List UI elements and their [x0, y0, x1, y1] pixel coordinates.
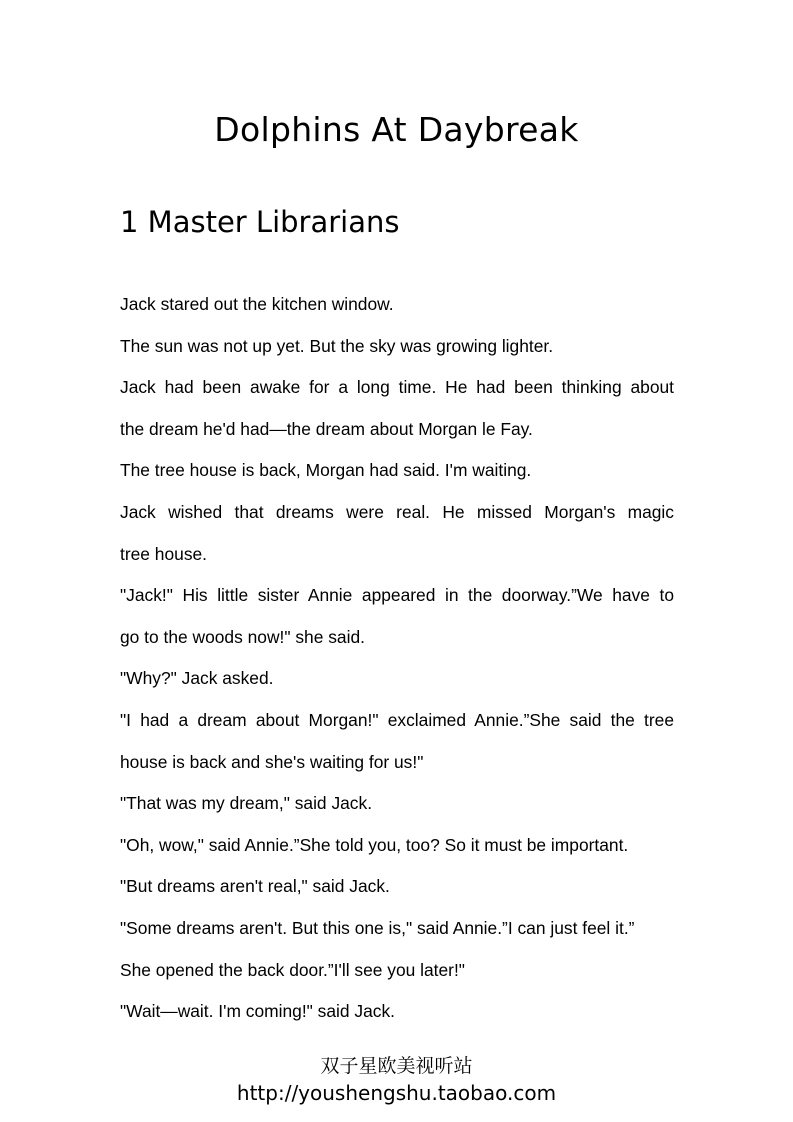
- text-line: "That was my dream," said Jack.: [120, 793, 373, 814]
- footer-store-name: 双子星欧美视听站: [320, 1055, 473, 1077]
- text-line: "Jack!" His little sister Annie appeared in the doorway.”We have to: [120, 585, 674, 606]
- text-line: Jack had been awake for a long time. He had been thinking about: [120, 377, 674, 398]
- text-line: She opened the back door.”I'll see you later!": [120, 959, 465, 980]
- body-text: [120, 284, 674, 1033]
- footer-url: http://youshengshu.taobao.com: [236, 1081, 557, 1105]
- text-line: "Why?" Jack asked.: [120, 668, 274, 689]
- text-line: Jack wished that dreams were real. He missed Morgan's magic: [120, 501, 674, 522]
- text-line: "But dreams aren't real," said Jack.: [120, 876, 390, 897]
- text-line: "Some dreams aren't. But this one is," said Annie.”I can just feel it.”: [120, 917, 635, 938]
- text-line: go to the woods now!" she said.: [120, 626, 365, 647]
- chapter-title: 1 Master Librarians: [120, 205, 400, 239]
- text-line: Jack stared out the kitchen window.: [120, 294, 394, 314]
- text-line: "I had a dream about Morgan!" exclaimed Annie.”She said the tree: [120, 709, 674, 730]
- footer: [0, 1054, 793, 1107]
- text-line: tree house.: [120, 543, 208, 564]
- text-line: "Wait—wait. I'm coming!" said Jack.: [120, 1001, 395, 1022]
- text-line: the dream he'd had—the dream about Morgan le Fay.: [120, 418, 533, 439]
- text-line: The tree house is back, Morgan had said. I'm waiting.: [120, 460, 532, 481]
- text-line: "Oh, wow," said Annie.”She told you, too? So it must be important.: [120, 834, 629, 855]
- text-line: house is back and she's waiting for us!": [120, 751, 424, 772]
- text-line: The sun was not up yet. But the sky was growing lighter.: [120, 335, 554, 356]
- document-title: Dolphins At Daybreak: [214, 110, 579, 149]
